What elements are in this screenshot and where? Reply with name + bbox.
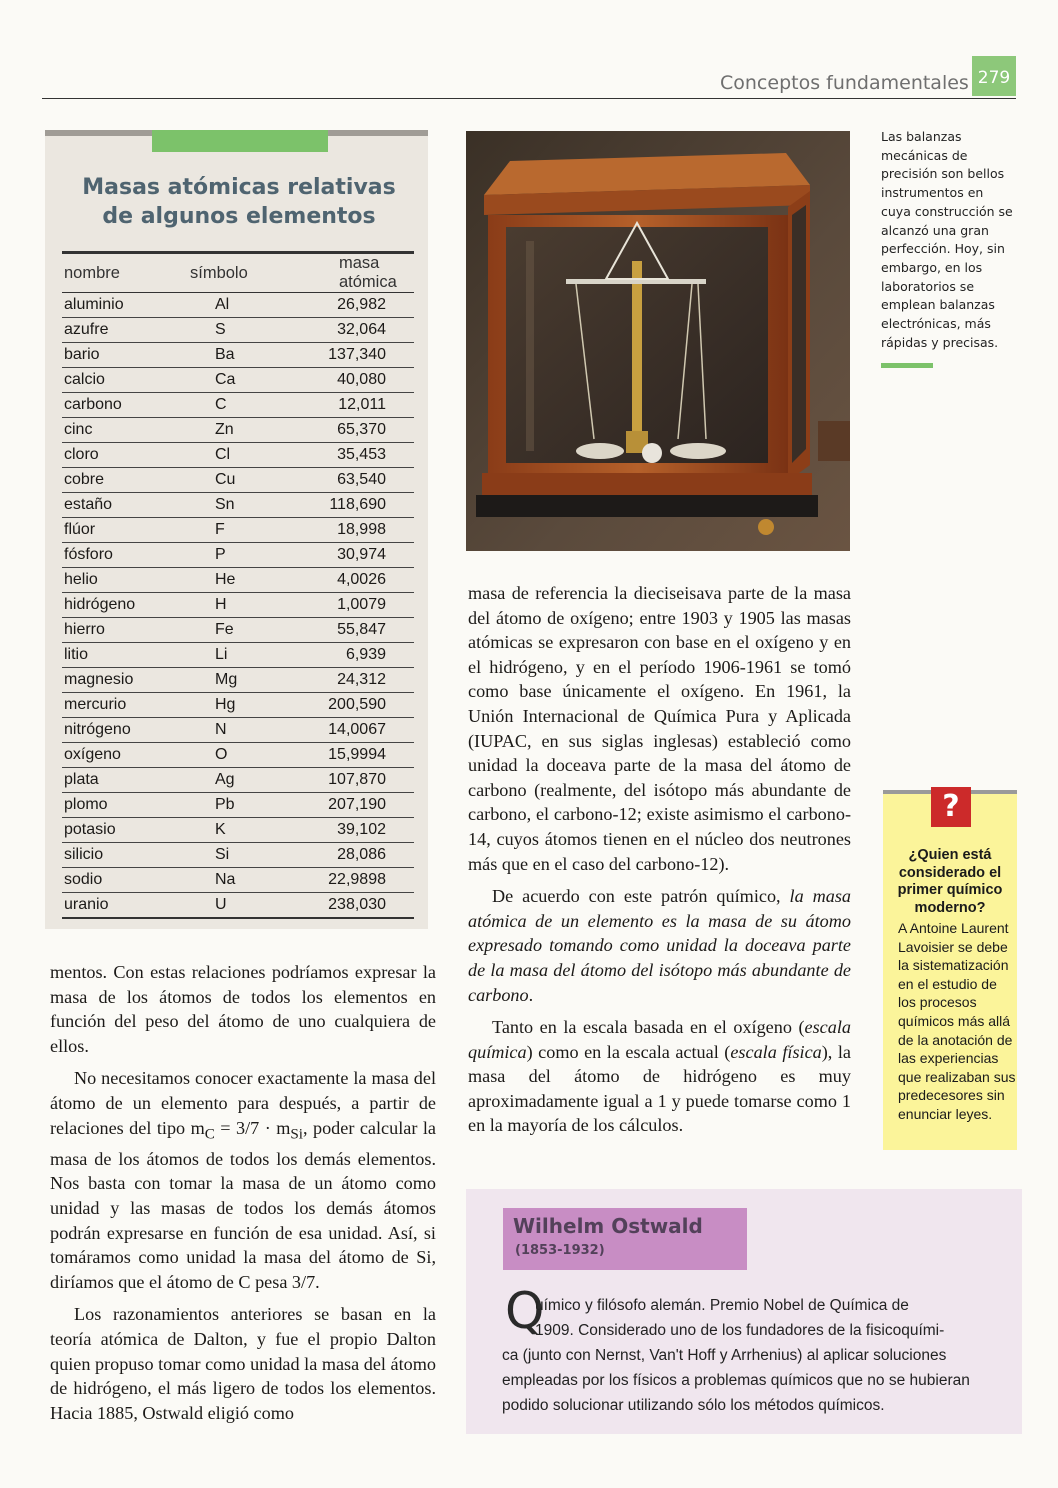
element-symbol-cell: Hg [176,693,315,718]
element-name-cell: cinc [62,418,176,443]
element-name-cell: oxígeno [62,743,176,768]
element-name-cell: fósforo [62,543,176,568]
atomic-mass-cell: 4,0026 [315,568,414,593]
paragraph [468,884,851,1007]
panel-green-tab [152,130,328,152]
text-run: ) como en la escala actual ( [526,1041,731,1062]
table-title [60,173,418,231]
drop-cap: Q [505,1282,545,1340]
subscript: Si [290,1125,303,1143]
biography-line: 1909. Considerado uno de los fundadores de la fisicoquími- [535,1322,945,1339]
table-row [62,543,414,568]
element-name-cell: magnesio [62,668,176,693]
element-name-cell: flúor [62,518,176,543]
element-name-cell: carbono [62,393,176,418]
atomic-mass-cell: 39,102 [315,818,414,843]
table-row [62,593,414,618]
element-symbol-cell: Mg [176,668,315,693]
header-rule [42,98,1016,99]
column-header-mass: masa atómica [315,253,414,293]
atomic-mass-cell: 118,690 [315,493,414,518]
question-title: ¿Quien está considerado el primer químico moderno? [897,847,1003,916]
element-symbol-cell: S [176,318,315,343]
text-run: . [528,984,534,1005]
biography-line: uímico y filósofo alemán. Premio Nobel de Química de [535,1297,909,1314]
element-name-cell: estaño [62,493,176,518]
element-name-cell: plomo [62,793,176,818]
atomic-mass-cell: 22,9898 [315,868,414,893]
atomic-mass-cell: 63,540 [315,468,414,493]
element-symbol-cell: Cu [176,468,315,493]
running-head: Conceptos fundamentales [720,72,969,94]
element-name-cell: hierro [62,618,176,643]
atomic-mass-cell: 65,370 [315,418,414,443]
balance-photo [466,131,850,551]
caption-accent-bar [881,363,933,368]
table-row [62,293,414,318]
element-symbol-cell: Li [176,643,315,668]
element-name-cell: nitrógeno [62,718,176,743]
element-symbol-cell: Cl [176,443,315,468]
element-symbol-cell: Si [176,843,315,868]
question-mark-icon: ? [931,787,971,827]
text-run: , poder calcular la masa de los átomos de todos los demás elementos. Nos basta con tomar la masa de un átomo como unidad y las masas de todos los demás átomos podrán expresarse en función de esa unidad. Así, si tomáramos como unidad la masa del átomo de Si, diríamos que el átomo de C pesa 3/7. [50,1117,436,1292]
element-name-cell: sodio [62,868,176,893]
atomic-mass-cell: 207,190 [315,793,414,818]
photo-caption: Las balanzas mecánicas de precisión son bellos instrumentos en cuya construcción se alcanzó una gran perfección. Hoy, sin embargo, en los laboratorios se emplean balanzas electrónicas, más rápidas y precisas. [881,129,1013,350]
element-symbol-cell: Al [176,293,315,318]
atomic-mass-cell: 6,939 [315,643,414,668]
element-name-cell: potasio [62,818,176,843]
element-symbol-cell: C [176,393,315,418]
left-column [50,960,436,1425]
table-row [62,693,414,718]
text-run: No necesitamos conocer exactamente la masa del átomo de un elemento para después, a partir de relaciones del tipo m [50,1068,436,1138]
subscript: C [204,1125,215,1143]
atomic-mass-cell: 18,998 [315,518,414,543]
element-name-cell: uranio [62,893,176,919]
right-column [468,581,851,1138]
table-row [62,493,414,518]
element-symbol-cell: P [176,543,315,568]
table-row [62,468,414,493]
element-symbol-cell: F [176,518,315,543]
table-title-line1: Masas atómicas relativas [82,175,396,200]
atomic-mass-cell: 1,0079 [315,593,414,618]
biography-text [502,1293,982,1418]
atomic-mass-cell: 24,312 [315,668,414,693]
atomic-mass-cell: 107,870 [315,768,414,793]
italic-term: escala química [468,1017,851,1062]
table-row [62,718,414,743]
table-row [62,768,414,793]
atomic-mass-cell: 12,011 [315,393,414,418]
paragraph: Los razonamientos anteriores se basan en la teoría atómica de Dalton, y fue el propio Dalton quien propuso tomar como unidad la masa del átomo de hidrógeno, el más ligero de todos los elementos. Hacia 1885, Ostwald eligió como [50,1304,436,1423]
text-run: De acuerdo con este patrón químico, [492,886,790,907]
element-symbol-cell: He [176,568,315,593]
element-name-cell: bario [62,343,176,368]
element-symbol-cell: Ba [176,343,315,368]
italic-term: escala física [730,1041,822,1062]
table-row [62,668,414,693]
table-row [62,568,414,593]
atomic-mass-cell: 40,080 [315,368,414,393]
element-name-cell: hidrógeno [62,593,176,618]
paragraph [468,1015,851,1138]
table-row [62,443,414,468]
element-symbol-cell: Ca [176,368,315,393]
element-name-cell: plata [62,768,176,793]
paragraph: mentos. Con estas relaciones podríamos expresar la masa de los átomos de todos los elementos en función del peso del átomo de uno cualquiera de ellos. [50,962,436,1056]
table-row [62,643,414,668]
paragraph: masa de referencia la dieciseisava parte de la masa del átomo de oxígeno; entre 1903 y 1905 las masas atómicas se expresaron con base en el oxígeno y en el hidrógeno, y en el período 1906-1961 se tomó como base únicamente el oxígeno. En 1961, la Unión Internacional de Química Pura y Aplicada (IUPAC, en sus siglas inglesas) estableció como unidad la doceava parte de la masa del átomo de carbono (realmente, del isótopo más abundante de carbono, el carbono-12; existe asimismo el carbono-14, cuyos átomos tienen en el núcleo dos neutrones más que en el caso del carbono-12). [468,583,851,874]
column-header-name: nombre [62,253,176,293]
element-symbol-cell: Pb [176,793,315,818]
text-run: Tanto en la escala basada en el oxígeno ( [492,1017,805,1038]
table-row [62,793,414,818]
table-row [62,343,414,368]
atomic-mass-cell: 14,0067 [315,718,414,743]
element-symbol-cell: Zn [176,418,315,443]
atomic-mass-cell: 200,590 [315,693,414,718]
element-name-cell: aluminio [62,293,176,318]
page-number: 279 [972,56,1016,96]
paragraph [50,1066,436,1294]
table-row [62,318,414,343]
atomic-mass-cell: 26,982 [315,293,414,318]
element-symbol-cell: Ag [176,768,315,793]
element-name-cell: silicio [62,843,176,868]
table-row [62,393,414,418]
element-name-cell: cobre [62,468,176,493]
text-run: = 3/7 · m [214,1117,291,1138]
atomic-mass-cell: 238,030 [315,893,414,919]
element-symbol-cell: N [176,718,315,743]
atomic-mass-cell: 15,9994 [315,743,414,768]
biography-dates: (1853-1932) [515,1243,605,1258]
definition-italic: la masa atómica de un elemento es la masa de su átomo expresado tomando como unidad la doceava parte de la masa del átomo del isótopo más abundante de carbono [468,886,851,1005]
table-row [62,818,414,843]
element-symbol-cell: Sn [176,493,315,518]
table-row [62,868,414,893]
table-row [62,368,414,393]
atomic-mass-cell: 35,453 [315,443,414,468]
text-run: ), la masa del átomo de hidrógeno es muy aproximadamente igual a 1 y puede tomarse como 1 en la mayoría de los cálculos. [468,1041,851,1136]
element-name-cell: mercurio [62,693,176,718]
element-name-cell: azufre [62,318,176,343]
table-row [62,843,414,868]
element-symbol-cell: Na [176,868,315,893]
element-name-cell: cloro [62,443,176,468]
table-row [62,893,414,919]
atomic-mass-table [62,251,414,919]
element-symbol-cell: H [176,593,315,618]
column-header-symbol: símbolo [176,253,315,293]
atomic-mass-cell: 30,974 [315,543,414,568]
table-row [62,518,414,543]
table-title-line2: de algunos elementos [102,204,376,229]
element-symbol-cell: Fe [176,618,315,643]
biography-rest: ca (junto con Nernst, Van't Hoff y Arrhenius) al aplicar soluciones empleadas por los físicos a problemas químicos que no se hubieran podido solucionar utilizando sólo los métodos químicos. [502,1347,970,1414]
atomic-mass-cell: 137,340 [315,343,414,368]
element-name-cell: litio [62,643,176,668]
biography-name: Wilhelm Ostwald [513,1214,703,1238]
atomic-mass-cell: 28,086 [315,843,414,868]
element-name-cell: helio [62,568,176,593]
element-symbol-cell: K [176,818,315,843]
table-row [62,743,414,768]
element-name-cell: calcio [62,368,176,393]
atomic-mass-cell: 32,064 [315,318,414,343]
element-symbol-cell: O [176,743,315,768]
atomic-mass-cell: 55,847 [315,618,414,643]
question-answer: A Antoine Laurent Lavoisier se debe la sistematización en el estudio de los procesos químicos más allá de la anotación de las experiencias que realizaban sus predecesores sin enunciar leyes. [898,920,1016,1122]
table-row [62,418,414,443]
table-row [62,618,414,643]
element-symbol-cell: U [176,893,315,919]
table-body [62,293,414,919]
